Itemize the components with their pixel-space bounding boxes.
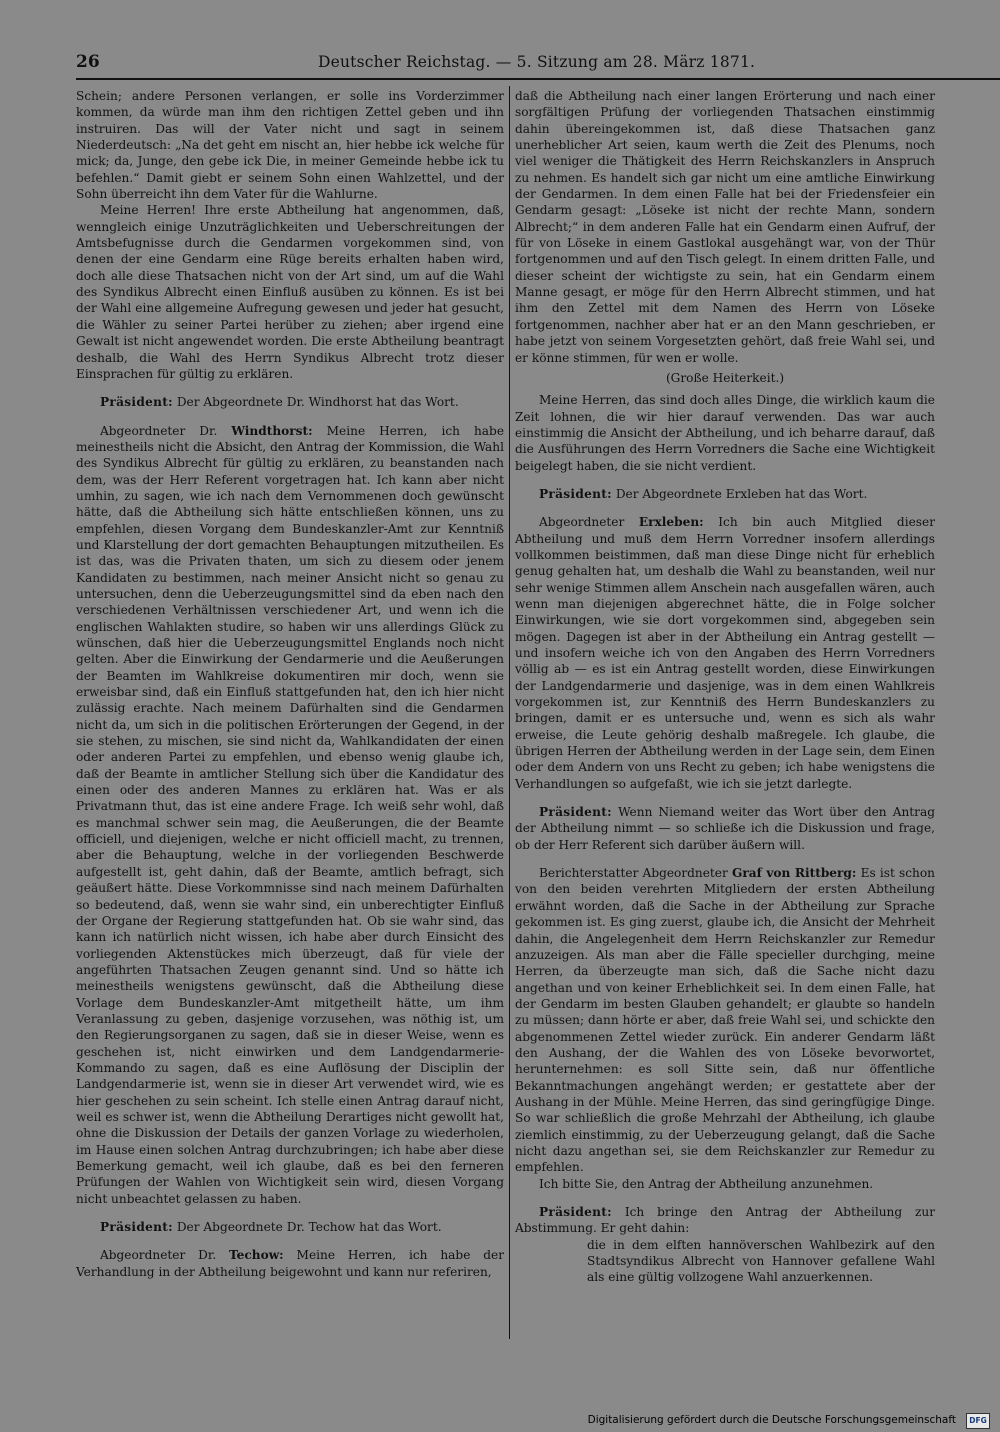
speech-paragraph — [515, 514, 935, 792]
speech-text: Es ist schon von den beiden verehrten Mitgliedern der ersten Abtheilung erwähnt worden, daß die Sache in der Abtheilung zur Sprache gekommen ist. Es ging zuerst, glaube ich, die Ansicht der Mehrheit dahin, die Angelegenheit dem Herrn Reichskanzler zur Remedur anzuzeigen. Als man aber die Fälle specieller durchging, meine Herren, da überzeugte man sich, daß die Sache nicht dazu angethan und von keiner Erheblichkeit sei. In dem einen Falle, hat der Gendarm im besten Glauben gehandelt; er glaubte so handeln zu müssen; dann hörte er aber, daß freie Wahl sei, und schickte den abgenommenen Zettel wieder zurück. Ein anderer Gendarm läßt den Aushang, der die Wahlen des von Löseke bevorwortet, herunternehmen: es soll Sitte sein, daß nur öffentliche Bekanntmachungen angehängt werden; er gestattete aber der Aushang in der Mühle. Meine Herren, das sind geringfügige Dinge. So war schließlich die große Mehrzahl der Abtheilung, ich glaube ziemlich einstimmig, zu der Ueberzeugung gelangt, daß die Sache nicht dazu angethan sei, sie dem Reichskanzler zur Remedur zu empfehlen. — [515, 866, 935, 1175]
speech-text: Ich bin auch Mitglied dieser Abtheilung und muß dem Herrn Vorredner insofern allerdings vollkommen beistimmen, daß man diese Dinge nicht für erheblich genug gehalten hat, um deshalb die Wahl zu beanstanden, weil nur sehr wenige Stimmen allem Anschein nach ausgefallen wären, auch wenn man diejenigen abgerechnet hätte, die in Folge solcher Einwirkungen, wie sie dort vorgekommen sind, abgegeben sein mögen. Dagegen ist aber in der Abtheilung ein Antrag gestellt — und insofern weiche ich von den Angaben des Herrn Vorredners völlig ab — es ist ein Antrag gestellt worden, diese Einwirkungen der Landgendarmerie und dasjenige, was in dem einen Wahlkreis vorgekommen ist, zur Kenntniß des Herrn Bundeskanzlers zu bringen, damit er es untersuche und, wenn es sich als wahr erweise, die Leute gehörig deshalb maßregele. Ich glaube, die übrigen Herren der Abtheilung werden in der Lage sein, dem Einen oder dem Andern von uns Recht zu geben; ich habe wenigstens die Verhandlungen so aufgefaßt, wie ich sie jetzt darlegte. — [515, 515, 935, 791]
speaker-label: Präsident: — [100, 1220, 173, 1235]
statement-text: Der Abgeordnete Dr. Windhorst hat das Wort. — [172, 395, 459, 410]
president-statement — [76, 1219, 504, 1235]
page-header — [76, 52, 1000, 74]
body-paragraph: Meine Herren, das sind doch alles Dinge, die wirklich kaum die Zeit lohnen, die wir hier darauf verwenden. Das war auch einstimmig die Ansicht der Abtheilung, und ich beharre darauf, daß die Ausführungen des Herrn Vorredners die Sache eine Wichtigkeit beigelegt haben, die sie nicht verdient. — [515, 393, 935, 473]
speech-text: Meine Herren, ich habe der Verhandlung in der Abtheilung beigewohnt und kann nur referiren, — [76, 1248, 504, 1279]
speaker-title: Abgeordneter Dr. — [100, 423, 232, 438]
speaker-title: Abgeordneter — [539, 515, 639, 530]
statement-text: Der Abgeordnete Erxleben hat das Wort. — [611, 486, 868, 501]
dfg-logo: DFG — [966, 1413, 990, 1429]
president-statement — [515, 1204, 935, 1237]
statement-text: Der Abgeordnete Dr. Techow hat das Wort. — [172, 1220, 442, 1235]
speaker-title: Abgeordneter Dr. — [100, 1248, 230, 1263]
motion-text: die in dem elften hannöverschen Wahlbezirk auf den Stadtsyndikus Albrecht von Hannover gefallene Wahl als eine gültig vollzogene Wahl anzuerkennen. — [587, 1237, 935, 1285]
statement-text: Ich bringe den Antrag der Abtheilung zur Abstimmung. Er geht dahin: — [515, 1205, 935, 1236]
speech-paragraph — [76, 1247, 504, 1280]
statement-text: Wenn Niemand weiter das Wort über den Antrag der Abtheilung nimmt — so schließe ich die Diskussion und frage, ob der Herr Referent sich darüber äußern will. — [515, 805, 935, 852]
column-divider — [509, 86, 510, 1339]
stage-direction: (Große Heiterkeit.) — [665, 370, 785, 385]
speaker-name: Erxleben: — [638, 515, 704, 530]
president-statement — [515, 804, 935, 853]
body-paragraph: Schein; andere Personen verlangen, er solle ins Vorderzimmer kommen, da würde man ihm den richtigen Zettel geben und ihn instruiren. Das will der Vater nicht und sagt in seinem Niederdeutsch: „Na det geht em nischt an, hier hebbe ick welche für mick; da, Junge, den gebe ick Die, in meiner Gemeinde hebbe ick tu befehlen.“ Damit giebt er seinem Sohn einen Wahlzettel, und der Sohn überreicht ihn dem Vater für die Wahlurne. — [76, 89, 504, 202]
speaker-name: Windthorst: — [231, 423, 313, 438]
body-paragraph: daß die Abtheilung nach einer langen Erörterung und nach einer sorgfältigen Prüfung der vorliegenden Thatsachen einstimmig dahin übereingekommen ist, daß diese Thatsachen ganz unerheblicher Art seien, kaum werth die Zeit des Plenums, noch viel weniger die Thätigkeit des Herrn Reichskanzlers in Anspruch zu nehmen. Es handelt sich gar nicht um eine amtliche Einwirkung der Gendarmen. In dem einen Falle hat bei der Friedensfeier ein Gendarm gesagt: „Löseke ist nicht der rechte Mann, sondern Albrecht;“ in dem anderen Falle hat ein Gendarm einen Aufruf, der für von Löseke in einem Gastlokal ausgehängt war, von der Thür fortgenommen und auf den Tisch gelegt. In einem dritten Falle, und dieser scheint der wichtigste zu sein, hat ein Gendarm einem Manne gesagt, er möge für den Herrn Albrecht stimmen, und hat ihm den Zettel mit dem Namen des Herrn von Löseke fortgenommen, nachher aber hat er an den Mann geschrieben, er habe jetzt von seinem Vorgesetzten gehört, daß freie Wahl sei, und er könne stimmen, für wen er wolle. — [515, 89, 935, 365]
left-column — [76, 88, 504, 1280]
speaker-title: Berichterstatter Abgeordneter — [539, 866, 732, 881]
speaker-label: Präsident: — [539, 1205, 612, 1219]
speech-text: Meine Herren, ich habe meinestheils nicht die Absicht, den Antrag der Kommission, die Wahl des Syndikus Albrecht für gültig zu erklären, zu beanstanden nach dem, was der Herr Referent vorgetragen hat. Ich kann aber nicht umhin, zu sagen, wie ich nach dem Vernommenen doch gewünscht hätte, daß die Abtheilung sich hätte entschließen können, uns zu empfehlen, diesen Vorgang dem Bundeskanzler-Amt zur Kenntniß und Klarstellung der dort gemachten Behauptungen mitzutheilen. Es ist das, was die Privaten thaten, um sich zu diesem oder jenem Kandidaten zu bestimmen, nach meiner Ansicht nicht so genau zu untersuchen, denn die Ueberzeugungsmittel sind da eben nach den verschiedenen Verhältnissen verschiedener Art, und wenn ich die englischen Wahlakten studire, so haben wir uns allerdings Glück zu wünschen, daß hier die Ueberzeugungsmittel Englands noch nicht gelten. Aber die Einwirkung der Gendarmerie und die Aeußerungen der Beamten im Wahlkreise dokumentiren mir doch, wenn sie erweisbar sind, daß ein Einfluß stattgefunden hat, den ich hier nicht zulässig erachte. Nach meinem Dafürhalten sind die Gendarmen nicht da, um sich in die politischen Erörterungen der Gegend, in der sie stehen, zu mischen, sie sind nicht da, Wahlkandidaten der einen oder anderen Partei zu empfehlen, und ebenso wenig glaube ich, daß der Beamte in amtlicher Stellung sich über die Kandidatur des einen oder des anderen Mannes zu erklären hat. Was er als Privatmann thut, das ist eine andere Frage. Ich weiß sehr wohl, daß es manchmal schwer sein mag, die Aeußerungen, die der Beamte officiell, und diejenigen, welche er nicht officiell macht, zu trennen, aber die Behauptung, welche in der vorliegenden Beschwerde aufgestellt ist, geht dahin, daß der Beamte, amtlich befragt, sich geäußert hätte. Diese Vorkommnisse sind nach meinem Dafürhalten so bedeutend, daß, wenn sie wahr sind, ein unberechtigter Einfluß der Organe der Regierung stattgefunden hat. Ob sie wahr sind, das kann ich natürlich nicht wissen, ich habe aber durch Einsicht des vorliegenden Aktenstückes mich überzeugt, daß für viele der angeführten Thatsachen Zeugen genannt sind. Und so hätte ich meinestheils wenigstens gewünscht, daß die Abtheilung diese Vorlage dem Bundeskanzler-Amt mitgetheilt hätte, um ihm Veranlassung zu geben, dasjenige vorzusehen, was nöthig ist, um den Regierungsorganen zu sagen, daß sie in dieser Weise, wenn es geschehen ist, nicht einwirken und dem Landgendarmerie-Kommando zu sagen, daß es eine Auflösung der Disciplin der Landgendarmerie ist, wenn sie in dieser Art verwendet wird, wie es hier geschehen zu sein scheint. Ich stelle einen Antrag darauf nicht, weil es schwer ist, wenn die Abtheilung Derartiges nicht gewollt hat, ohne die Diskussion der Details der ganzen Vorlage zu wiederholen, im Hause einen solchen Antrag durchzubringen; ich habe aber diese Bemerkung gemacht, weil ich glaube, daß es bei den ferneren Prüfungen der Wahlen von Wichtigkeit sein wird, diesen Vorgang nicht unbeachtet gelassen zu haben. — [76, 423, 504, 1206]
running-title: Deutscher Reichstag. — 5. Sitzung am 28. März 1871. — [318, 53, 756, 71]
page-number: 26 — [76, 52, 100, 72]
speaker-name: Techow: — [229, 1248, 284, 1263]
body-paragraph: Meine Herren! Ihre erste Abtheilung hat angenommen, daß, wenngleich einige Unzuträglichkeiten und Ueberschreitungen der Amtsbefugnisse durch die Gendarmen vorgekommen sind, von denen der eine Gendarm eine Rüge bereits erhalten haben wird, doch alle diese Thatsachen nicht von der Art sind, um auf die Wahl des Syndikus Albrecht einen Einfluß ausüben zu können. Es ist bei der Wahl eine allgemeine Aufregung gewesen und jeder hat gesucht, die Wähler zu seiner Partei herüber zu ziehen; aber irgend eine Gewalt ist nicht angewendet worden. Die erste Abtheilung beantragt deshalb, die Wahl des Herrn Syndikus Albrecht trotz dieser Einsprachen für gültig zu erklären. — [76, 203, 504, 381]
speaker-name: Graf von Rittberg: — [731, 866, 857, 881]
speaker-label: Präsident: — [100, 395, 173, 410]
speaker-label: Präsident: — [539, 805, 612, 820]
speaker-label: Präsident: — [539, 486, 612, 501]
president-statement — [515, 486, 935, 502]
header-rule — [76, 78, 1000, 80]
speech-paragraph — [515, 865, 935, 1176]
body-paragraph: Ich bitte Sie, den Antrag der Abtheilung anzunehmen. — [539, 1176, 874, 1191]
footer-credit: Digitalisierung gefördert durch die Deutsche Forschungsgemeinschaft — [587, 1414, 956, 1426]
president-statement — [76, 394, 504, 410]
speech-paragraph — [76, 423, 504, 1208]
right-column — [515, 88, 935, 1286]
